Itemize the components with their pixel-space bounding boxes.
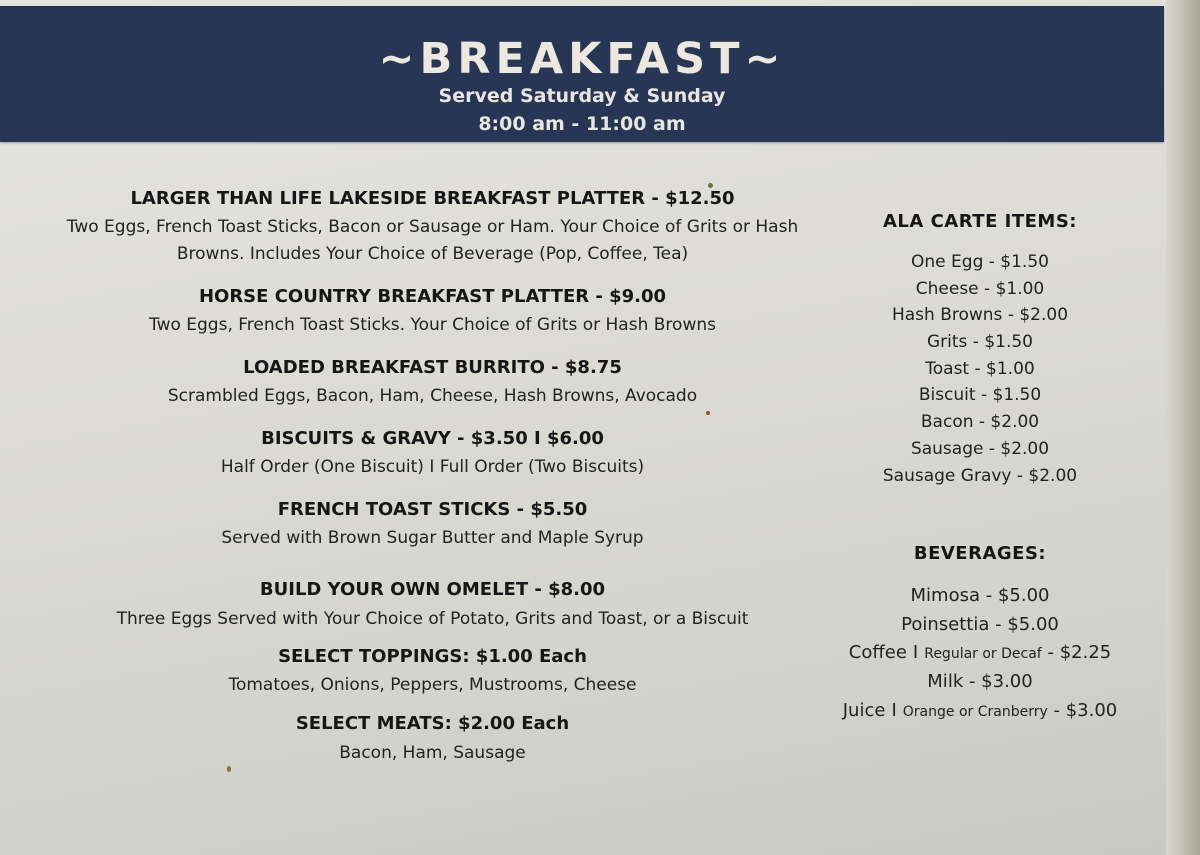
ala-carte-item: Sausage - $2.00 <box>910 439 1050 459</box>
ala-carte-heading: ALA CARTE ITEMS: <box>883 211 1077 232</box>
beverage-mimosa: Mimosa - $5.00 <box>910 585 1050 606</box>
item-desc-biscuits-gravy: Half Order (One Biscuit) I Full Order (Two Biscuits) <box>220 457 645 477</box>
menu-title: ~BREAKFAST~ <box>378 34 786 84</box>
ala-carte-item: Sausage Gravy - $2.00 <box>882 466 1078 486</box>
ala-carte-item: Toast - $1.00 <box>925 359 1035 379</box>
item-name-horse-country-platter: HORSE COUNTRY BREAKFAST PLATTER - $9.00 <box>198 286 667 307</box>
beverage-coffee-sep: I <box>912 642 919 663</box>
beverage-juice-price: - $3.00 <box>1053 700 1118 721</box>
item-desc-lakeside-platter-line1: Two Eggs, French Toast Sticks, Bacon or Sausage or Ham. Your Choice of Grits or Hash <box>66 217 799 237</box>
beverage-coffee-price: - $2.25 <box>1047 642 1112 663</box>
beverage-poinsettia: Poinsettia - $5.00 <box>901 614 1059 635</box>
item-desc-breakfast-burrito: Scrambled Eggs, Bacon, Ham, Cheese, Hash Browns, Avocado <box>167 386 698 406</box>
item-name-biscuits-gravy: BISCUITS & GRAVY - $3.50 I $6.00 <box>261 428 604 449</box>
item-desc-horse-country-platter: Two Eggs, French Toast Sticks. Your Choice of Grits or Hash Browns <box>149 315 716 335</box>
meats-list: Bacon, Ham, Sausage <box>339 743 526 763</box>
beverage-milk: Milk - $3.00 <box>927 671 1033 692</box>
paper-speck <box>227 766 231 772</box>
ala-carte-item: Bacon - $2.00 <box>920 412 1040 432</box>
toppings-heading: SELECT TOPPINGS: $1.00 Each <box>278 646 587 667</box>
beverage-juice-name: Juice <box>842 700 886 721</box>
item-name-lakeside-platter: LARGER THAN LIFE LAKESIDE BREAKFAST PLATTER - $12.50 <box>130 188 735 209</box>
beverage-juice-note: Orange or Cranberry <box>902 704 1048 720</box>
beverage-coffee-name: Coffee <box>848 642 907 663</box>
page-edge <box>1166 0 1200 855</box>
item-name-french-toast-sticks: FRENCH TOAST STICKS - $5.50 <box>277 499 588 520</box>
ala-carte-item: Biscuit - $1.50 <box>918 385 1042 405</box>
beverage-juice <box>815 700 1145 723</box>
toppings-list: Tomatoes, Onions, Peppers, Mustrooms, Cheese <box>228 675 637 695</box>
item-desc-french-toast-sticks: Served with Brown Sugar Butter and Maple Syrup <box>221 528 644 548</box>
ala-carte-item: Cheese - $1.00 <box>915 279 1045 299</box>
beverage-juice-sep: I <box>891 700 897 721</box>
ala-carte-item: Hash Browns - $2.00 <box>891 305 1069 325</box>
ala-carte-item: Grits - $1.50 <box>926 332 1034 352</box>
item-name-breakfast-burrito: LOADED BREAKFAST BURRITO - $8.75 <box>243 357 622 378</box>
beverage-coffee-note: Regular or Decaf <box>924 646 1042 662</box>
item-desc-lakeside-platter-line2: Browns. Includes Your Choice of Beverage (Pop, Coffee, Tea) <box>176 244 689 264</box>
meats-heading: SELECT MEATS: $2.00 Each <box>295 713 570 734</box>
paper-speck <box>706 411 710 415</box>
beverages-heading: BEVERAGES: <box>913 543 1047 564</box>
served-hours: 8:00 am - 11:00 am <box>478 113 686 135</box>
served-days: Served Saturday & Sunday <box>438 85 726 107</box>
ala-carte-item: One Egg - $1.50 <box>911 252 1049 272</box>
beverage-coffee <box>815 642 1145 665</box>
item-desc-build-omelet: Three Eggs Served with Your Choice of Potato, Grits and Toast, or a Biscuit <box>116 609 749 629</box>
item-name-build-omelet: BUILD YOUR OWN OMELET - $8.00 <box>259 579 606 600</box>
paper-speck <box>708 183 713 188</box>
